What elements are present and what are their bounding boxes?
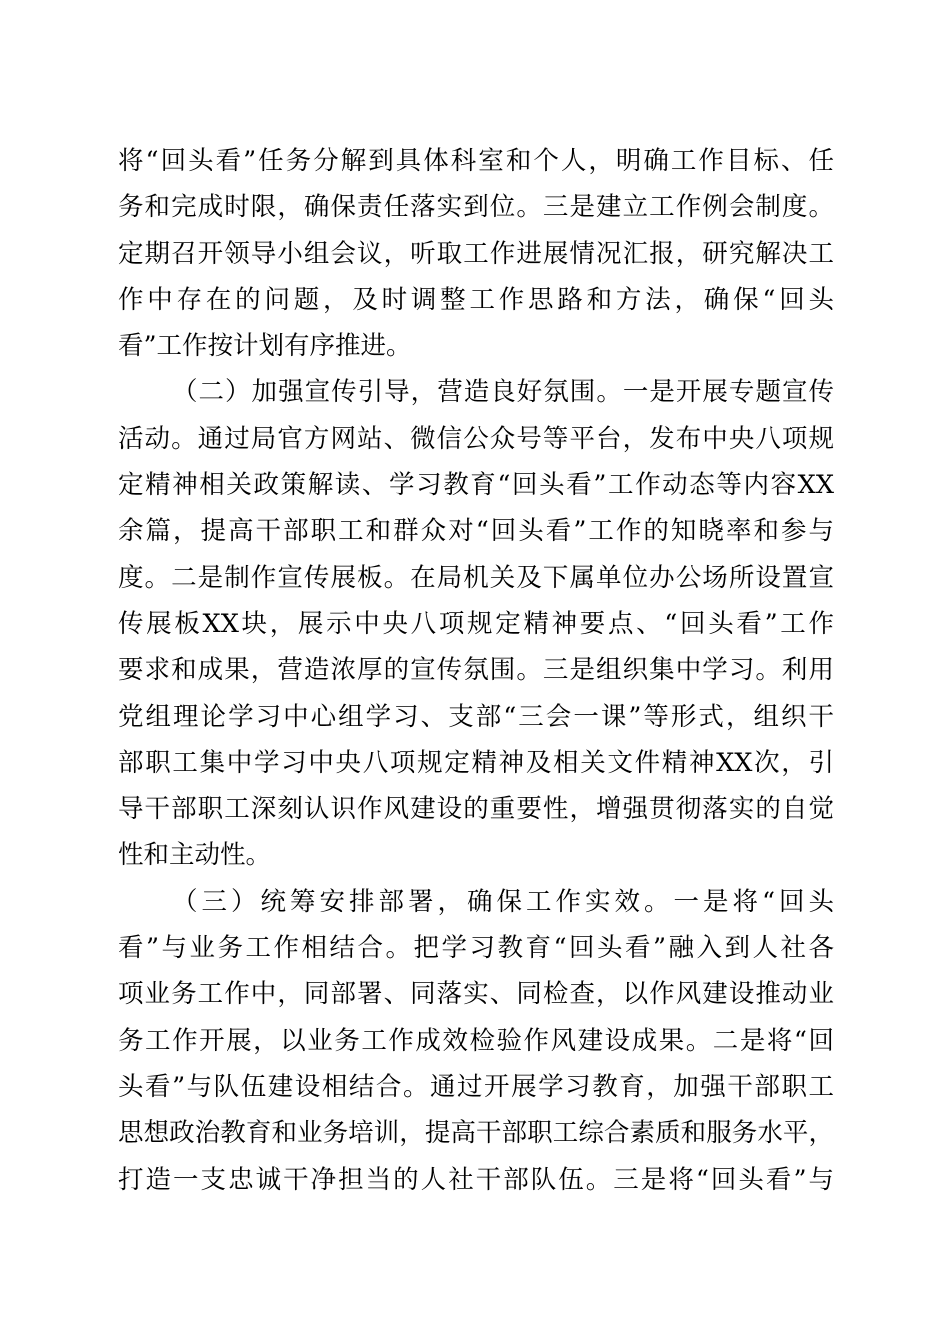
body-text — [118, 138, 834, 1203]
text-line: 务工作开展，以业务工作成效检验作风建设成果。二是将“回 — [118, 1025, 834, 1056]
text-line: 思想政治教育和业务培训，提高干部职工综合素质和服务水平， — [118, 1118, 834, 1149]
text-line: 头看”与队伍建设相结合。通过开展学习教育，加强干部职工 — [118, 1071, 834, 1102]
text-line: 要求和成果，营造浓厚的宣传氛围。三是组织集中学习。利用 — [118, 655, 834, 686]
text-line: 看”工作按计划有序推进。 — [118, 331, 412, 362]
text-line: 导干部职工深刻认识作风建设的重要性，增强贯彻落实的自觉 — [118, 794, 834, 825]
text-line: 看”与业务工作相结合。把学习教育“回头看”融入到人社各 — [118, 933, 834, 964]
text-line: 作中存在的问题，及时调整工作思路和方法，确保“回头 — [118, 284, 834, 315]
text-line: 余篇，提高干部职工和群众对“回头看”工作的知晓率和参与 — [118, 516, 834, 547]
text-line: 部职工集中学习中央八项规定精神及相关文件精神XX次，引 — [118, 747, 834, 778]
text-line: 打造一支忠诚干净担当的人社干部队伍。三是将“回头看”与 — [118, 1164, 834, 1195]
text-line: 性和主动性。 — [118, 840, 272, 871]
text-line: 传展板XX块，展示中央八项规定精神要点、“回头看”工作 — [118, 608, 834, 639]
text-line: 活动。通过局官方网站、微信公众号等平台，发布中央八项规 — [118, 423, 834, 454]
text-line: 定精神相关政策解读、学习教育“回头看”工作动态等内容XX — [118, 470, 834, 501]
text-line: 党组理论学习中心组学习、支部“三会一课”等形式，组织干 — [118, 701, 834, 732]
text-line: 项业务工作中，同部署、同落实、同检查，以作风建设推动业 — [118, 979, 834, 1010]
text-line: 定期召开领导小组会议，听取工作进展情况汇报，研究解决工 — [118, 238, 834, 269]
text-line: 务和完成时限，确保责任落实到位。三是建立工作例会制度。 — [118, 192, 834, 223]
section-heading-line: （三）统筹安排部署，确保工作实效。一是将“回头 — [172, 886, 834, 917]
text-line: 度。二是制作宣传展板。在局机关及下属单位办公场所设置宣 — [118, 562, 834, 593]
section-heading-line: （二）加强宣传引导，营造良好氛围。一是开展专题宣传 — [172, 377, 834, 408]
text-line: 将“回头看”任务分解到具体科室和个人，明确工作目标、任 — [118, 146, 834, 176]
